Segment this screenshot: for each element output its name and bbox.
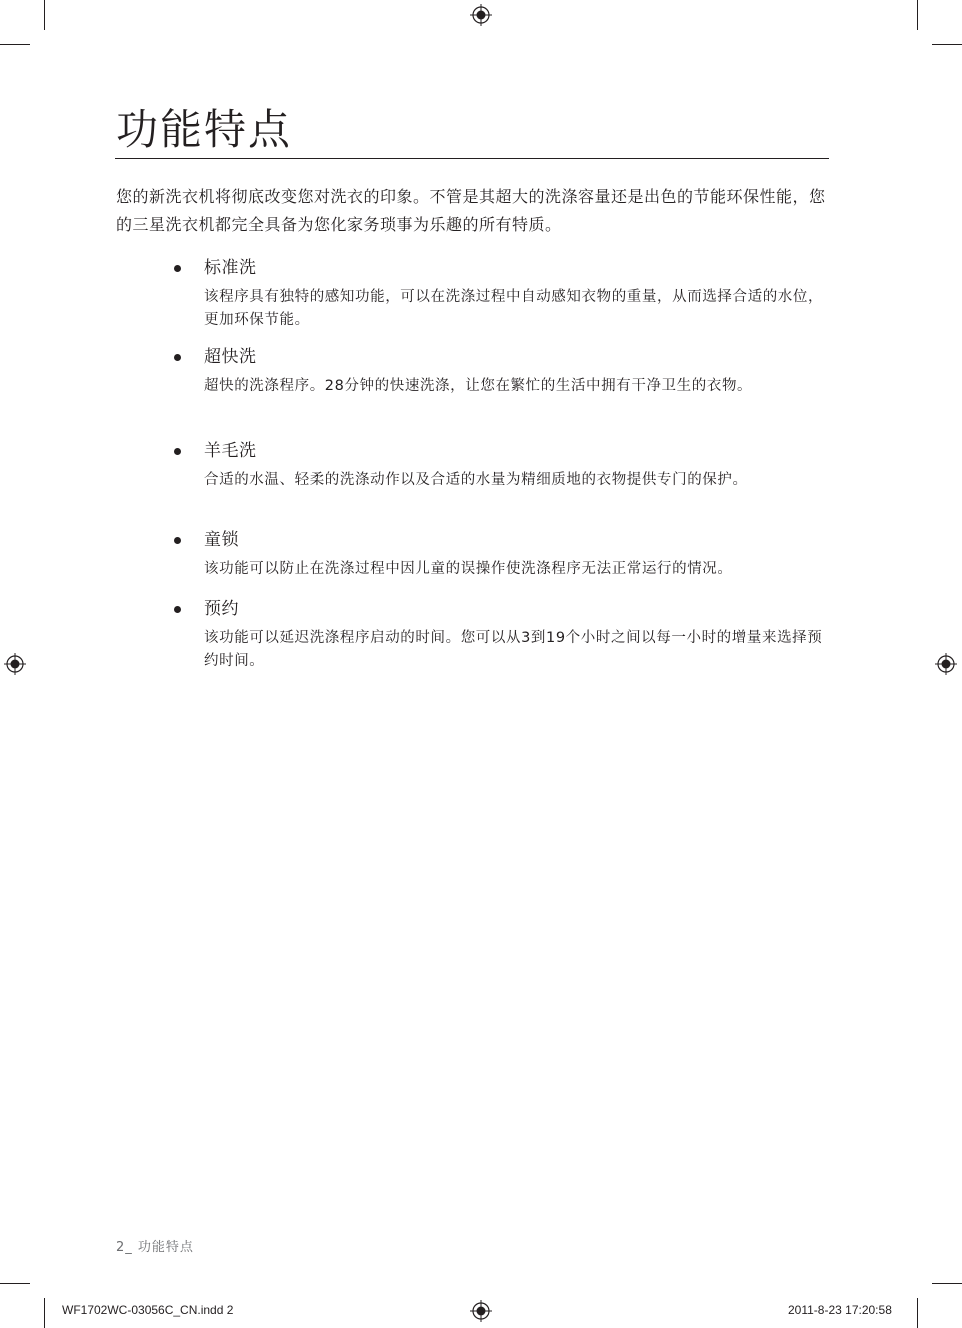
feature-title: 超快洗 <box>204 347 257 367</box>
feature-title: 童锁 <box>204 530 239 550</box>
registration-mark-icon <box>470 1300 492 1322</box>
feature-description: 该程序具有独特的感知功能，可以在洗涤过程中自动感知衣物的重量，从而选择合适的水位，更加环保节能。 <box>204 289 824 328</box>
feature-description: 该功能可以防止在洗涤过程中因儿童的误操作使洗涤程序无法正常运行的情况。 <box>204 561 733 577</box>
crop-mark-bottom-left-v <box>44 1298 45 1328</box>
feature-description: 合适的水温、轻柔的洗涤动作以及合适的水量为精细质地的衣物提供专门的保护。 <box>204 472 748 488</box>
feature-title: 预约 <box>204 599 239 619</box>
print-timestamp: 2011-8-23 17:20:58 <box>788 1303 892 1317</box>
page-title: 功能特点 <box>116 105 293 154</box>
feature-title: 标准洗 <box>204 258 257 278</box>
bullet-icon <box>174 448 181 455</box>
crop-mark-bottom-right-v <box>917 1298 918 1328</box>
feature-title: 羊毛洗 <box>204 441 257 461</box>
intro-paragraph: 您的新洗衣机将彻底改变您对洗衣的印象。不管是其超大的洗涤容量还是出色的节能环保性能，您的三星洗衣机都完全具备为您化家务琐事为乐趣的所有特质。 <box>116 187 826 234</box>
crop-mark-bottom-left-h <box>0 1283 30 1284</box>
crop-mark-bottom-right-h <box>932 1283 962 1284</box>
feature-description: 超快的洗涤程序。28分钟的快速洗涤，让您在繁忙的生活中拥有干净卫生的衣物。 <box>204 378 753 394</box>
bullet-icon <box>174 354 181 361</box>
feature-description: 该功能可以延迟洗涤程序启动的时间。您可以从3到19个小时之间以每一小时的增量来选择预约时间。 <box>204 630 823 669</box>
bullet-icon <box>174 265 181 272</box>
bullet-icon <box>174 606 181 613</box>
page-number-label: 2_ 功能特点 <box>116 1240 194 1255</box>
file-slug: WF1702WC-03056C_CN.indd 2 <box>62 1303 234 1317</box>
bullet-icon <box>174 537 181 544</box>
